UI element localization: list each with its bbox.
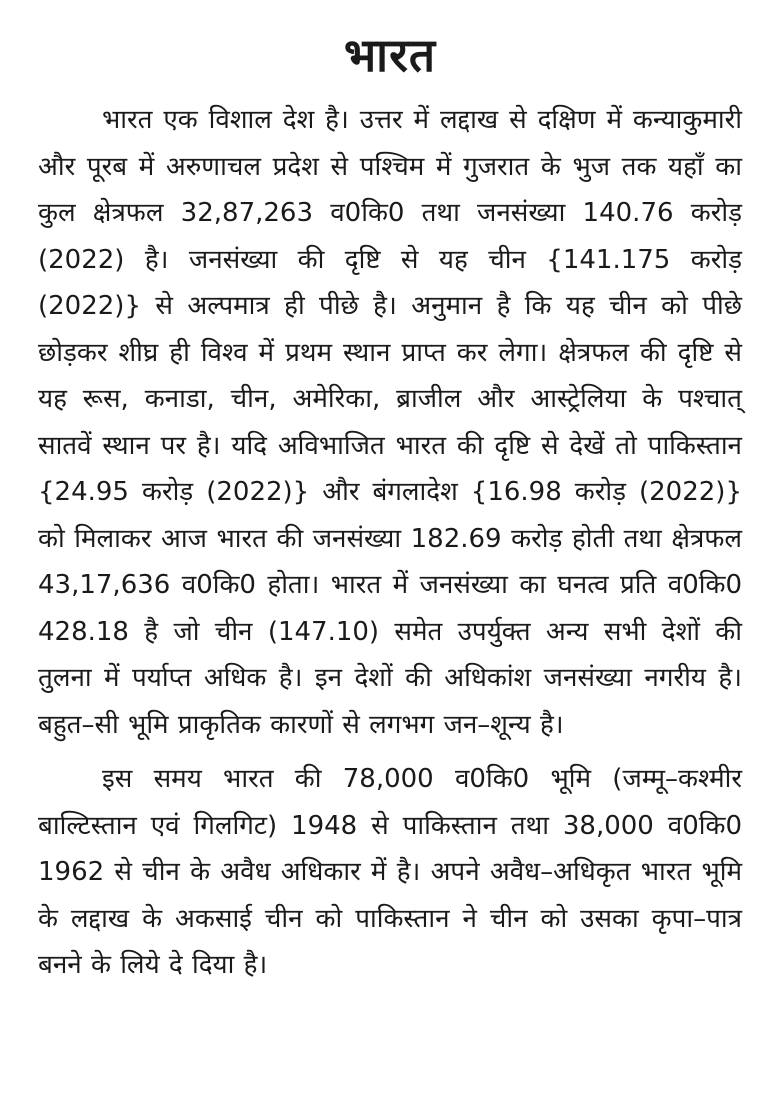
paragraph-1: भारत एक विशाल देश है। उत्तर में लद्दाख से दक्षिण में कन्याकुमारी और पूरब में अरुणाचल प्रदेश से पश्चिम में गुजरात के भुज तक यहाँ का कुल क्षेत्रफल 32,87,263 व0कि0 तथा जनसंख्या 140.76 करोड़ (2022) है। जनसंख्या की दृष्टि से यह चीन {141.175 करोड़ (2022)} से अल्पमात्र ही पीछे है। अनुमान है कि यह चीन को पीछे छोड़कर शीघ्र ही विश्व में प्रथम स्थान प्राप्त कर लेगा। क्षेत्रफल की दृष्टि से यह रूस, कनाडा, चीन, अमेरिका, ब्राजील और आस्ट्रेलिया के पश्चात् सातवें स्थान पर है। यदि अविभाजित भारत की दृष्टि से देखें तो पाकिस्तान {24.95 करोड़ (2022)} और बंगलादेश {16.98 करोड़ (2022)} को मिलाकर आज भारत की जनसंख्या 182.69 करोड़ होती तथा क्षेत्रफल 43,17,636 व0कि0 होता। भारत में जनसंख्या का घनत्व प्रति व0कि0 428.18 है जो चीन (147.10) समेत उपर्युक्त अन्य सभी देशों की तुलना में पर्याप्त अधिक है। इन देशों की अधिकांश जनसंख्या नगरीय है। बहुत–सी भूमि प्राकृतिक कारणों से लगभग जन–शून्य है। (38, 105, 742, 740)
page-title: भारत (343, 28, 437, 82)
paragraph-2: इस समय भारत की 78,000 व0कि0 भूमि (जम्मू–कश्मीर बाल्टिस्तान एवं गिलगिट) 1948 से पाकिस्तान तथा 38,000 व0कि0 1962 से चीन के अवैध अधिकार में है। अपने अवैध–अधिकृत भारत भूमि के लद्दाख के अकसाई चीन को पाकिस्तान ने चीन को उसका कृपा–पात्र बनने के लिये दे दिया है। (38, 764, 742, 981)
